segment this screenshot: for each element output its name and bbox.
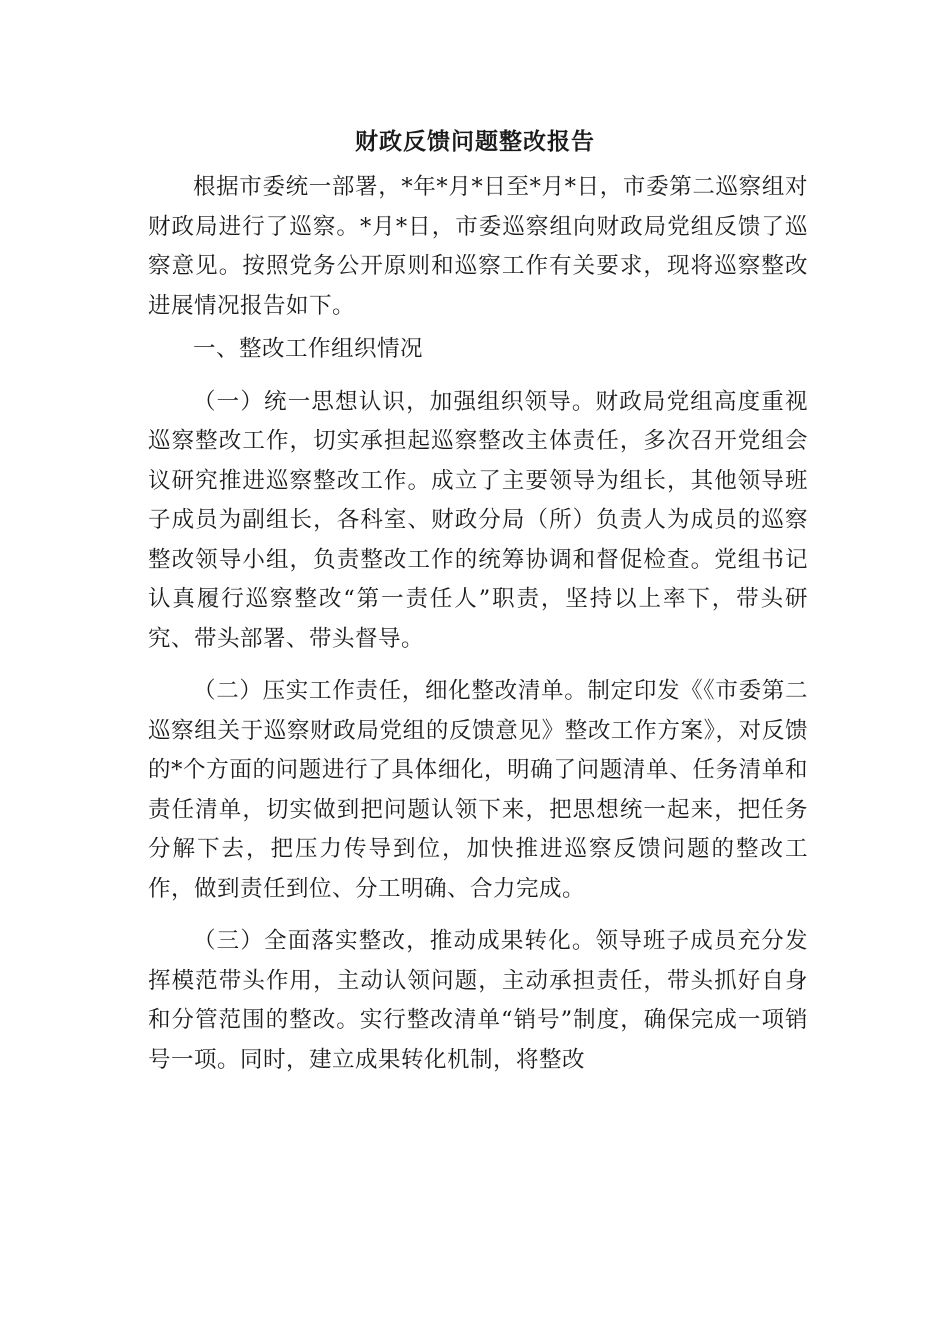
paragraph-item-2: （二）压实工作责任，细化整改清单。制定印发《《市委第二巡察组关于巡察财政局党组的反馈意见》整改工作方案》，对反馈的*个方面的问题进行了具体细化，明确了问题清单、任务清单和责任清单，切实做到把问题认领下来，把思想统一起来，把任务分解下去，把压力传导到位，加快推进巡察反馈问题的整改工作，做到责任到位、分工明确、合力完成。 [148, 678, 808, 902]
section-heading-1: 一、整改工作组织情况 [193, 336, 424, 362]
paragraph-item-3: （三）全面落实整改，推动成果转化。领导班子成员充分发挥模范带头作用，主动认领问题，主动承担责任，带头抓好自身和分管范围的整改。实行整改清单“销号”制度，确保完成一项销号一项。同时，建立成果转化机制，将整改 [148, 928, 808, 1073]
document-title: 财政反馈问题整改报告 [355, 128, 595, 155]
intro-paragraph: 根据市委统一部署，*年*月*日至*月*日，市委第二巡察组对财政局进行了巡察。*月*日，市委巡察组向财政局党组反馈了巡察意见。按照党务公开原则和巡察工作有关要求，现将巡察整改进展情况报告如下。 [148, 174, 808, 319]
paragraph-item-1: （一）统一思想认识，加强组织领导。财政局党组高度重视巡察整改工作，切实承担起巡察整改主体责任，多次召开党组会议研究推进巡察整改工作。成立了主要领导为组长，其他领导班子成员为副组长，各科室、财政分局（所）负责人为成员的巡察整改领导小组，负责整改工作的统筹协调和督促检查。党组书记认真履行巡察整改“第一责任人”职责，坚持以上率下，带头研究、带头部署、带头督导。 [148, 388, 808, 652]
document-body [148, 168, 808, 1080]
